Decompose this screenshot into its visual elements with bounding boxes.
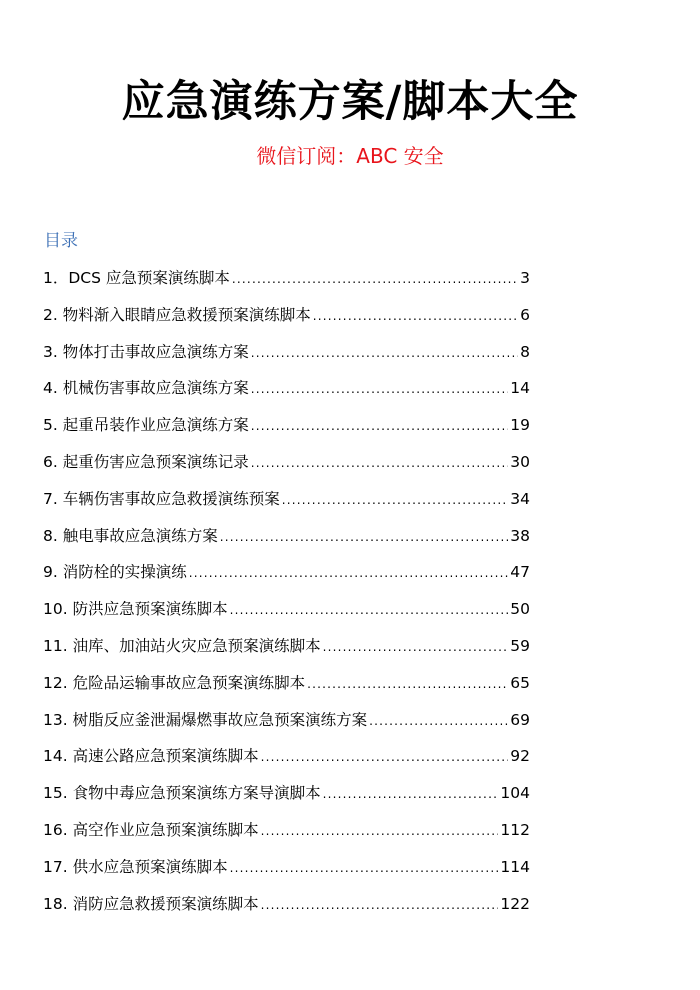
toc-entry-page: 69: [510, 710, 530, 729]
toc-dot-leader: [307, 670, 508, 698]
toc-entry-1[interactable]: [43, 264, 530, 301]
toc-entry-page: 6: [520, 305, 530, 324]
toc-dot-leader: [230, 596, 509, 624]
toc-entry-page: 14: [510, 379, 530, 398]
toc-dot-leader: [313, 302, 518, 330]
toc-entry-9[interactable]: [43, 558, 530, 595]
toc-entry-title: 12. 危险品运输事故应急预案演练脚本: [43, 673, 306, 692]
toc-entry-title: 18. 消防应急救援预案演练脚本: [43, 894, 259, 913]
toc-dot-leader: [261, 891, 499, 919]
table-of-contents: [43, 264, 530, 926]
document-subtitle: 微信订阅：ABC 安全: [256, 144, 444, 168]
document-title: 应急演练方案/脚本大全: [121, 77, 579, 127]
toc-entry-page: 30: [510, 452, 530, 471]
toc-entry-page: 38: [510, 526, 530, 545]
toc-entry-12[interactable]: [43, 669, 530, 706]
toc-entry-14[interactable]: [43, 742, 530, 779]
toc-entry-18[interactable]: [43, 890, 530, 927]
toc-dot-leader: [251, 339, 518, 367]
toc-dot-leader: [189, 559, 509, 587]
toc-entry-title: 10. 防洪应急预案演练脚本: [43, 600, 228, 619]
toc-entry-4[interactable]: [43, 374, 530, 411]
toc-dot-leader: [261, 743, 509, 771]
toc-entry-title: 11. 油库、加油站火灾应急预案演练脚本: [43, 636, 321, 655]
toc-heading: 目录: [44, 231, 78, 251]
toc-dot-leader: [282, 486, 509, 514]
toc-entry-page: 65: [510, 673, 530, 692]
toc-entry-page: 104: [500, 784, 530, 803]
toc-entry-7[interactable]: [43, 485, 530, 522]
toc-entry-title: 16. 高空作业应急预案演练脚本: [43, 820, 259, 839]
toc-entry-5[interactable]: [43, 411, 530, 448]
toc-entry-title: 3. 物体打击事故应急演练方案: [43, 342, 249, 361]
toc-dot-leader: [323, 633, 509, 661]
toc-entry-title: 4. 机械伤害事故应急演练方案: [43, 379, 249, 398]
toc-entry-title: 15. 食物中毒应急预案演练方案导演脚本: [43, 784, 321, 803]
toc-entry-title: 2. 物料渐入眼睛应急救援预案演练脚本: [43, 305, 311, 324]
toc-entry-2[interactable]: [43, 301, 530, 338]
toc-dot-leader: [230, 854, 499, 882]
toc-entry-page: 47: [510, 563, 530, 582]
toc-entry-11[interactable]: [43, 632, 530, 669]
toc-dot-leader: [369, 707, 508, 735]
toc-dot-leader: [220, 523, 509, 551]
toc-entry-3[interactable]: [43, 338, 530, 375]
toc-entry-title: 17. 供水应急预案演练脚本: [43, 857, 228, 876]
toc-dot-leader: [251, 449, 509, 477]
toc-entry-page: 3: [520, 269, 530, 287]
toc-entry-title: 5. 起重吊装作业应急演练方案: [43, 416, 249, 435]
toc-dot-leader: [323, 780, 499, 808]
toc-entry-title: 8. 触电事故应急演练方案: [43, 526, 218, 545]
toc-entry-page: 114: [500, 857, 530, 876]
toc-entry-title: 14. 高速公路应急预案演练脚本: [43, 747, 259, 766]
toc-entry-16[interactable]: [43, 816, 530, 853]
toc-entry-page: 59: [510, 636, 530, 655]
toc-entry-page: 34: [510, 489, 530, 508]
toc-entry-page: 92: [510, 747, 530, 766]
toc-entry-page: 19: [510, 416, 530, 435]
toc-dot-leader: [261, 817, 499, 845]
toc-entry-17[interactable]: [43, 853, 530, 890]
toc-entry-13[interactable]: [43, 706, 530, 743]
toc-entry-page: 112: [500, 820, 530, 839]
toc-entry-title: 6. 起重伤害应急预案演练记录: [43, 452, 249, 471]
toc-entry-title: 13. 树脂反应釜泄漏爆燃事故应急预案演练方案: [43, 710, 368, 729]
toc-entry-title: 9. 消防栓的实操演练: [43, 563, 187, 582]
toc-entry-page: 122: [500, 894, 530, 913]
toc-dot-leader: [251, 412, 509, 440]
toc-dot-leader: [251, 375, 509, 403]
toc-entry-title: 1．DCS 应急预案演练脚本: [43, 269, 230, 287]
toc-entry-10[interactable]: [43, 595, 530, 632]
toc-dot-leader: [232, 265, 518, 293]
toc-entry-page: 8: [520, 342, 530, 361]
toc-entry-page: 50: [510, 600, 530, 619]
toc-entry-title: 7. 车辆伤害事故应急救援演练预案: [43, 489, 280, 508]
toc-entry-6[interactable]: [43, 448, 530, 485]
toc-entry-8[interactable]: [43, 522, 530, 559]
toc-entry-15[interactable]: [43, 779, 530, 816]
